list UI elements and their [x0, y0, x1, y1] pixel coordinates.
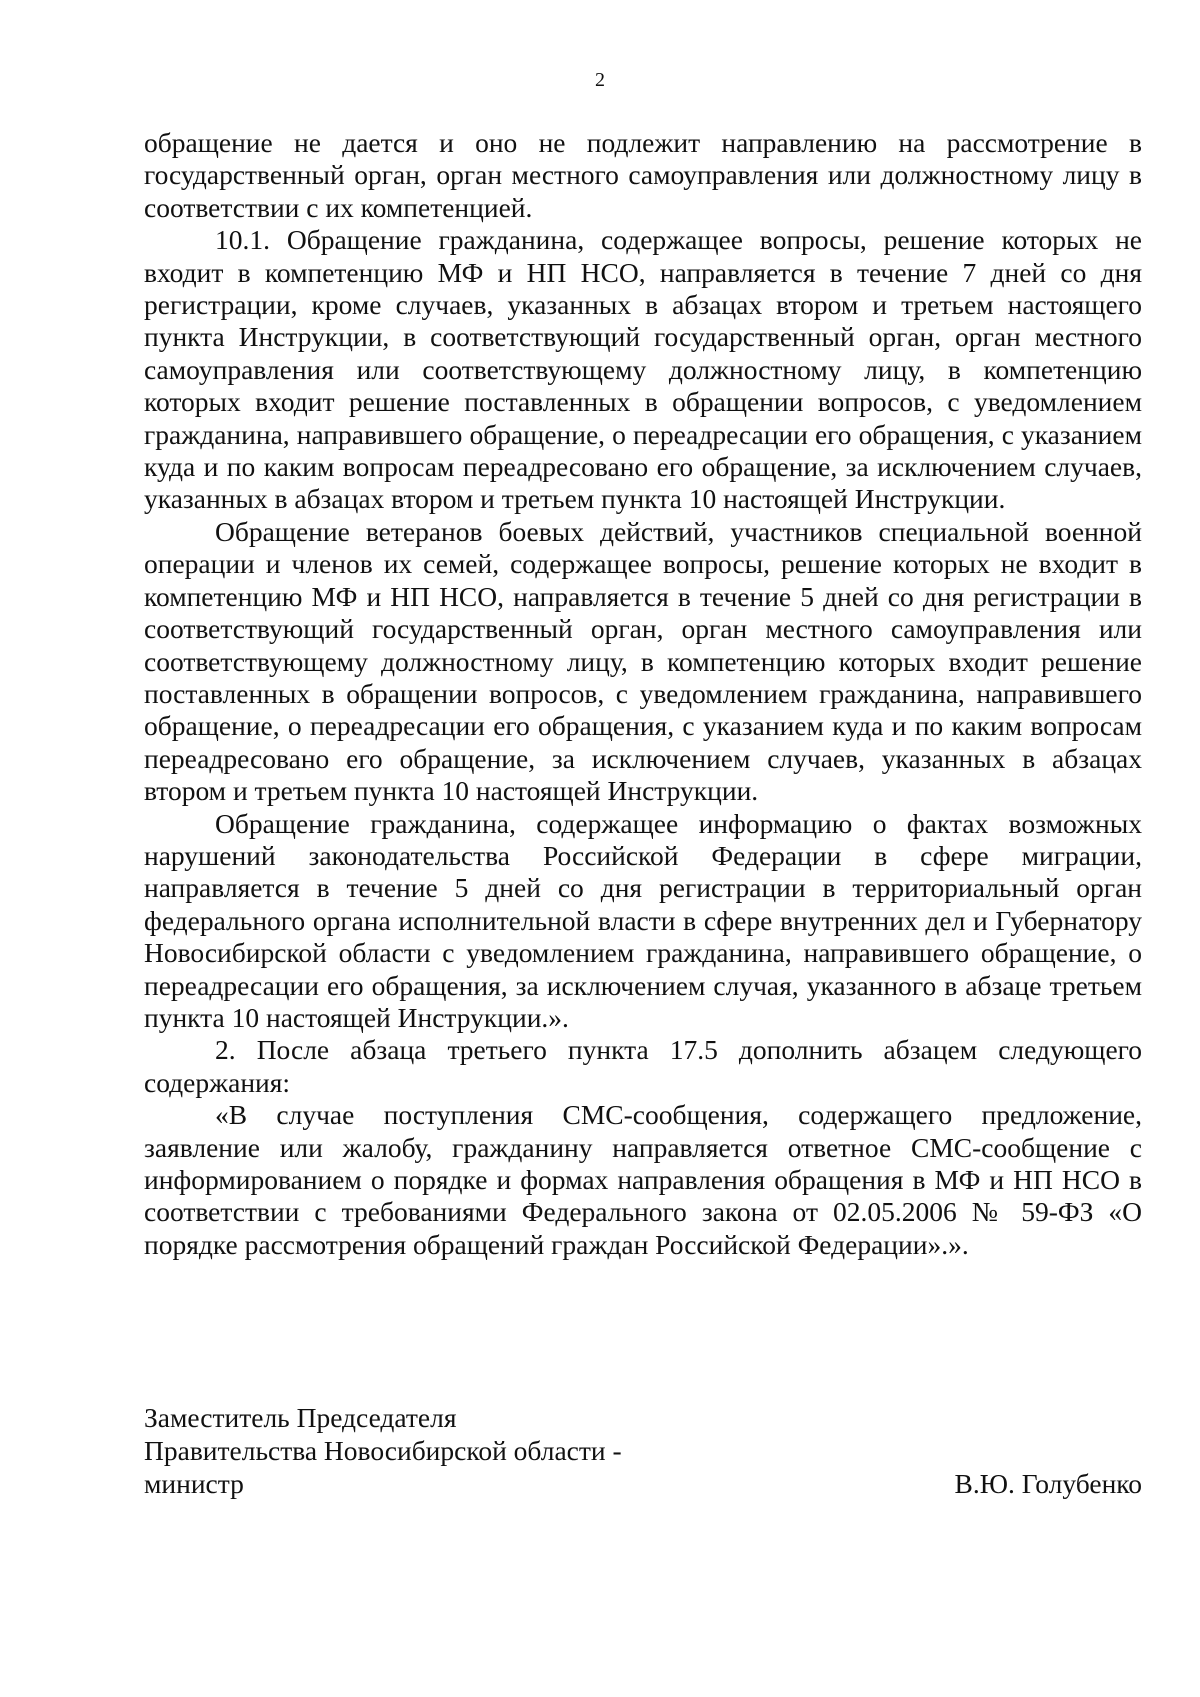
signature-block: [144, 1401, 1142, 1500]
signatory-position-line-3: министр: [144, 1468, 244, 1499]
paragraph-10-1: 10.1. Обращение гражданина, содержащее вопросы, решение которых не входит в компетенцию МФ и НП НСО, направляется в течение 7 дней со дня регистрации, кроме случаев, указанных в абзацах втором и третьем настоящего пункта Инструкции, в соответствующий государственный орган, орган местного самоуправления или соответствующему должностному лицу, в компетенцию которых входит решение поставленных в обращении вопросов, с уведомлением гражданина, направившего обращение, о переадресации его обращения, с указанием куда и по каким вопросам переадресовано его обращение, за исключением случаев, указанных в абзацах втором и третьем пункта 10 настоящей Инструкции.: [144, 224, 1142, 515]
paragraph-veterans: Обращение ветеранов боевых действий, участников специальной военной операции и членов их семей, содержащее вопросы, решение которых не входит в компетенцию МФ и НП НСО, направляется в течение 5 дней со дня регистрации в соответствующий государственный орган, орган местного самоуправления или соответствующему должностному лицу, в компетенцию которых входит решение поставленных в обращении вопросов, с уведомлением гражданина, направившего обращение, о переадресации его обращения, с указанием куда и по каким вопросам переадресовано его обращение, за исключением случаев, указанных в абзацах втором и третьем пункта 10 настоящей Инструкции.: [144, 515, 1142, 807]
paragraph-migration: Обращение гражданина, содержащее информацию о фактах возможных нарушений законодательства Российской Федерации в сфере миграции, направляется в течение 5 дней со дня регистрации в территориальный орган федерального органа исполнительной власти в сфере внутренних дел и Губернатору Новосибирской области с уведомлением гражданина, направившего обращение, о переадресации его обращения, за исключением случая, указанного в абзаце третьем пункта 10 настоящей Инструкции.».: [144, 807, 1142, 1033]
signatory-position-line-1: Заместитель Председателя: [144, 1402, 457, 1433]
paragraph-continuation: обращение не дается и оно не подлежит направлению на рассмотрение в государственный орган, орган местного самоуправления или должностному лицу в соответствии с их компетенцией.: [144, 127, 1142, 223]
paragraph-sms-quote: «В случае поступления СМС-сообщения, содержащего предложение, заявление или жалобу, гражданину направляется ответное СМС-сообщение с информированием о порядке и формах направления обращения в МФ и НП НСО в соответствии с требованиями Федерального закона от 02.05.2006 № 59-ФЗ «О порядке рассмотрения обращений граждан Российской Федерации».».: [144, 1099, 1142, 1260]
document-body: [144, 127, 1142, 1261]
signatory-name: В.Ю. Голубенко: [954, 1468, 1142, 1499]
signatory-position-line-2: Правительства Новосибирской области -: [144, 1435, 622, 1466]
page-number: 2: [595, 69, 605, 91]
paragraph-amendment-2: 2. После абзаца третьего пункта 17.5 дополнить абзацем следующего содержания:: [144, 1034, 1142, 1098]
